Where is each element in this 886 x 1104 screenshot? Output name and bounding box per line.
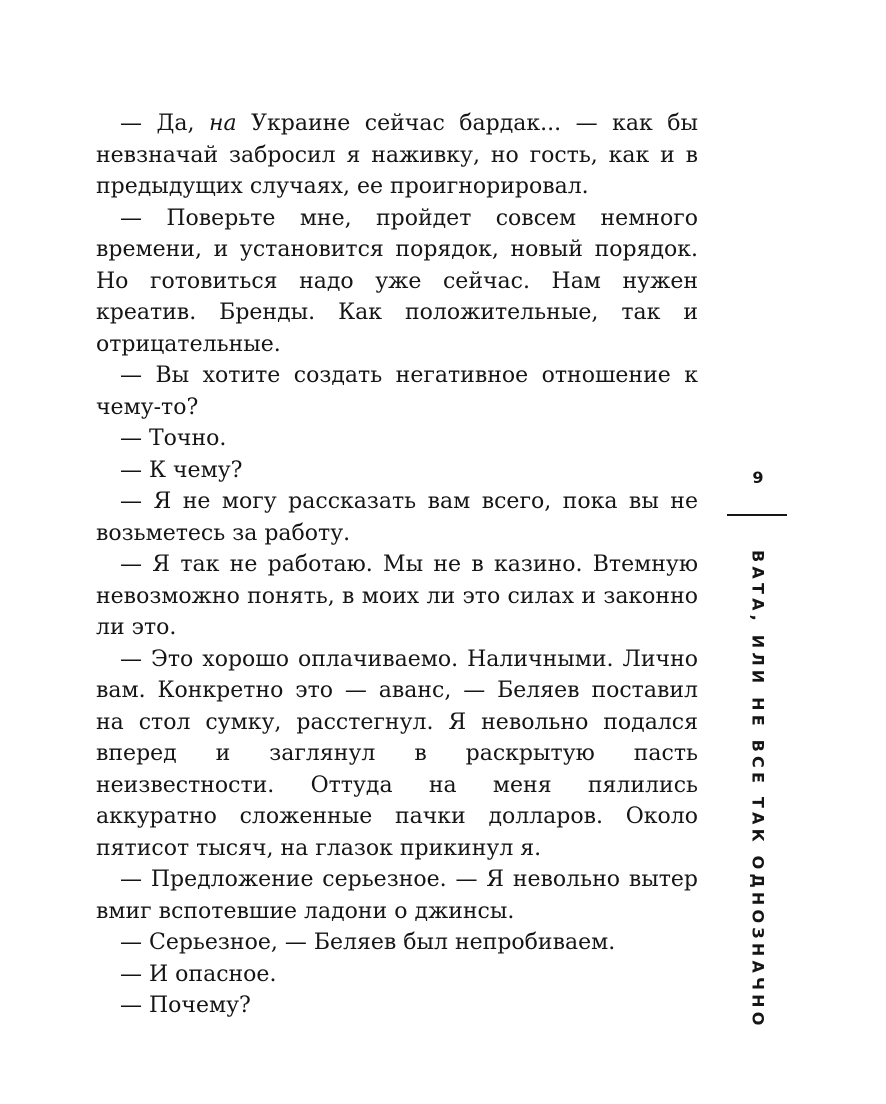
paragraph-2: — Поверьте мне, пройдет совсем немного времени, и установится порядок, новый порядок. Но готовиться надо уже сейчас. Нам нужен креатив. Бренды. Как положительные, так и отрицательные. [96, 205, 698, 357]
paragraph-7: — Я так не работаю. Мы не в казино. Втемную невозможно понять, в моих ли это силах и законно ли это. [96, 552, 698, 640]
margin-divider [727, 514, 787, 516]
paragraph-1-rest: Украине сейчас бардак... — как бы невзначай забросил я наживку, но гость, как и в предыдущих случаях, ее проигнорировал. [96, 111, 698, 199]
page-number: 9 [752, 468, 764, 487]
paragraph-5: — К чему? [120, 457, 243, 483]
paragraph-3: — Вы хотите создать негативное отношение к чему-то? [96, 363, 698, 420]
paragraph-1-italic: на [209, 111, 237, 136]
paragraph-1 [96, 108, 698, 203]
paragraph-11: — И опасное. [120, 961, 277, 987]
paragraph-1-lead: — Да, [120, 111, 209, 136]
book-page-body [96, 108, 698, 1022]
paragraph-6: — Я не могу рассказать вам всего, пока вы не возьметесь за работу. [96, 489, 698, 546]
paragraph-8: — Это хорошо оплачиваемо. Наличными. Лично вам. Конкретно это — аванс, — Беляев поставил на стол сумку, расстегнул. Я невольно подался вперед и заглянул в раскрытую пасть неизвестности. Оттуда на меня пялились аккуратно сложенные пачки долларов. Около пятисот тысяч, на глазок прикинул я. [96, 646, 698, 861]
paragraph-9: — Предложение серьезное. — Я невольно вытер вмиг вспотевшие ладони о джинсы. [96, 867, 698, 924]
paragraph-4: — Точно. [120, 426, 227, 451]
paragraph-10: — Серьезное, — Беляев был непробиваем. [120, 930, 616, 955]
running-title: ВАТА, ИЛИ НЕ ВСЕ ТАК ОДНОЗНАЧНО [748, 550, 768, 1030]
paragraph-12: — Почему? [120, 993, 251, 1018]
